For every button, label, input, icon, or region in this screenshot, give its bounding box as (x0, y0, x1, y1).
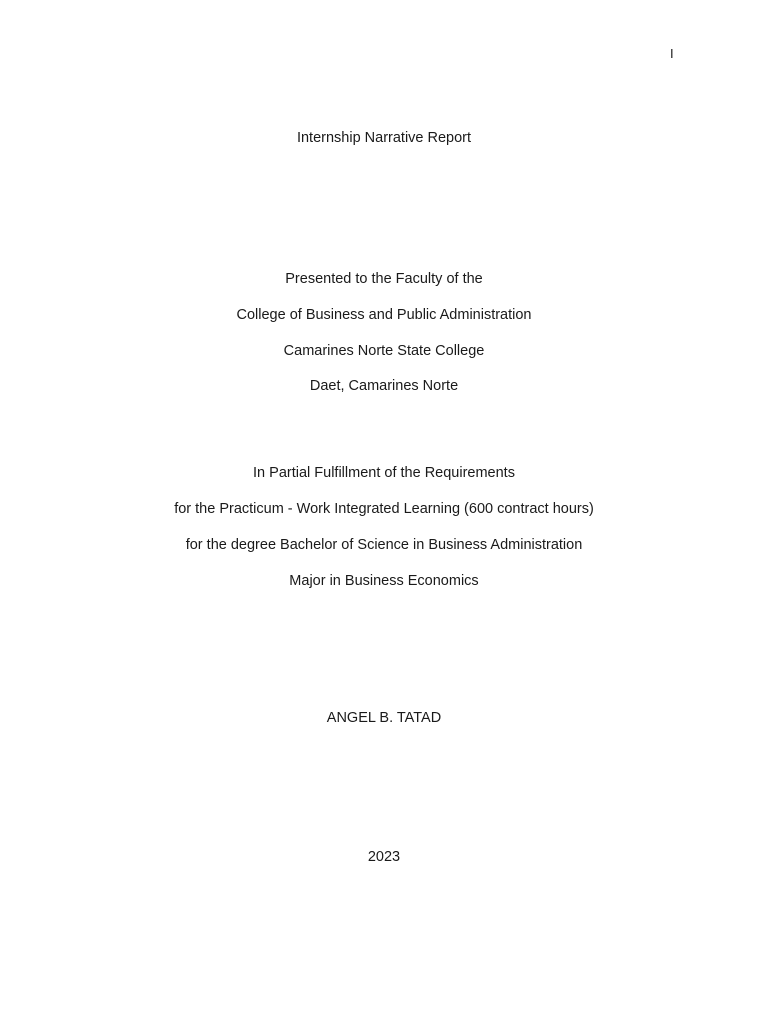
presented-line-2: College of Business and Public Administration (236, 307, 532, 323)
report-title: Internship Narrative Report (296, 130, 472, 146)
page-number: I (670, 46, 674, 61)
year: 2023 (367, 849, 401, 865)
fulfillment-line-4: Major in Business Economics (289, 573, 479, 589)
presented-line-3: Camarines Norte State College (283, 343, 485, 359)
fulfillment-line-2: for the Practicum - Work Integrated Learning (600 contract hours) (174, 501, 594, 517)
presented-line-1: Presented to the Faculty of the (285, 271, 483, 287)
author-name: ANGEL B. TATAD (326, 710, 442, 726)
fulfillment-line-3: for the degree Bachelor of Science in Business Administration (185, 537, 583, 553)
presented-line-4: Daet, Camarines Norte (309, 378, 459, 394)
fulfillment-line-1: In Partial Fulfillment of the Requirements (253, 465, 515, 481)
